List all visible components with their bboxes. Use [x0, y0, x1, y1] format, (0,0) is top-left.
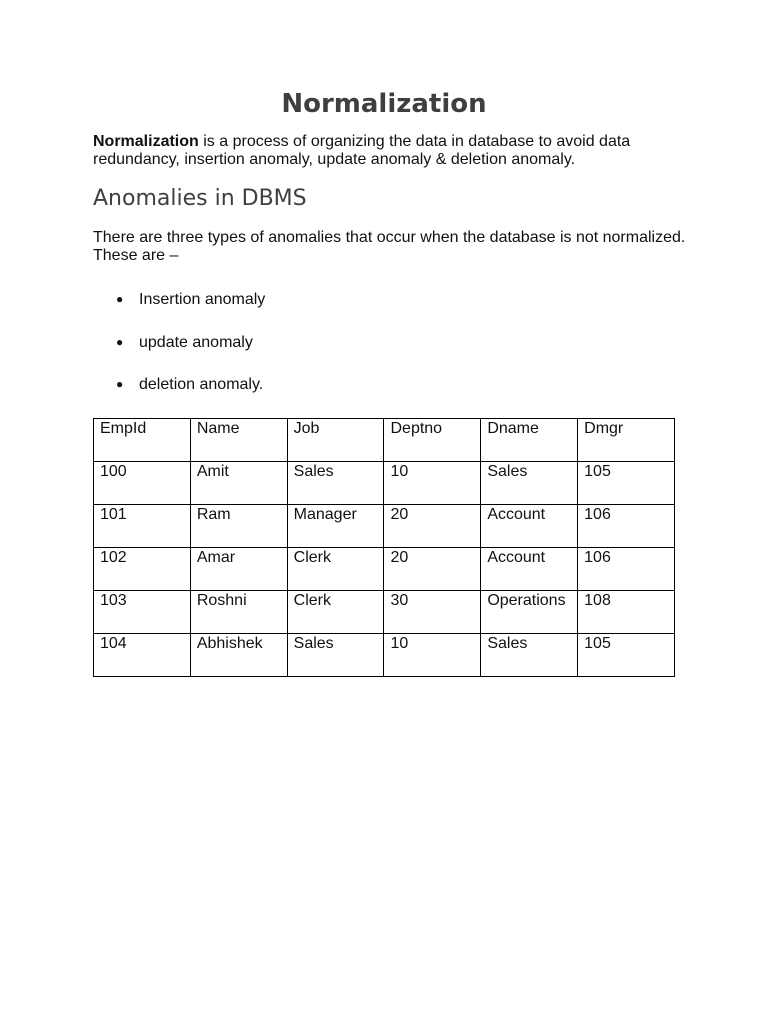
table-cell: Clerk: [287, 591, 384, 634]
table-cell: Sales: [287, 462, 384, 505]
table-cell: Amar: [190, 548, 287, 591]
table-header-cell: EmpId: [94, 419, 191, 462]
table-cell: 101: [94, 505, 191, 548]
page-title: Normalization: [281, 89, 487, 119]
table-cell: Account: [481, 505, 578, 548]
table-cell: 20: [384, 505, 481, 548]
list-item: [116, 375, 516, 394]
table-row: [94, 634, 675, 677]
bullet-icon: ●: [116, 292, 124, 306]
table-cell: 10: [384, 634, 481, 677]
table-cell: Sales: [481, 634, 578, 677]
table-cell: 104: [94, 634, 191, 677]
table-cell: Manager: [287, 505, 384, 548]
bullet-icon: ●: [116, 377, 124, 391]
table-cell: Operations: [481, 591, 578, 634]
intro-bold-term: Normalization: [93, 133, 199, 150]
table-cell: 105: [578, 634, 675, 677]
table-row: [94, 462, 675, 505]
table-row: [94, 505, 675, 548]
list-item: [116, 333, 516, 352]
table-cell: Amit: [190, 462, 287, 505]
table-cell: 102: [94, 548, 191, 591]
employee-table: [93, 418, 675, 677]
table-cell: Abhishek: [190, 634, 287, 677]
table-header-cell: Name: [190, 419, 287, 462]
table-cell: 30: [384, 591, 481, 634]
table-header-row: [94, 419, 675, 462]
list-item-label: Insertion anomaly: [139, 291, 266, 308]
section-heading: Anomalies in DBMS: [93, 186, 307, 211]
table-header-cell: Job: [287, 419, 384, 462]
table-header-cell: Dname: [481, 419, 578, 462]
table-cell: Clerk: [287, 548, 384, 591]
table-cell: Sales: [481, 462, 578, 505]
table-cell: Sales: [287, 634, 384, 677]
table-cell: Account: [481, 548, 578, 591]
table-header-cell: Dmgr: [578, 419, 675, 462]
table-cell: 10: [384, 462, 481, 505]
table-cell: Roshni: [190, 591, 287, 634]
bullet-icon: ●: [116, 335, 124, 349]
table-cell: 103: [94, 591, 191, 634]
table-body: [94, 419, 675, 677]
table-cell: 106: [578, 505, 675, 548]
list-item: [116, 290, 516, 309]
list-item-label: update anomaly: [139, 334, 253, 351]
table-cell: 106: [578, 548, 675, 591]
list-item-label: deletion anomaly.: [139, 376, 264, 393]
table-row: [94, 548, 675, 591]
anomalies-paragraph: There are three types of anomalies that occur when the database is not normalized. These are –: [93, 229, 686, 264]
table-cell: 20: [384, 548, 481, 591]
table-row: [94, 591, 675, 634]
table-cell: 100: [94, 462, 191, 505]
intro-paragraph: [93, 133, 693, 169]
intro-text: is a process of organizing the data in database to avoid data redundancy, insertion anomaly, update anomaly & deletion anomaly.: [93, 133, 631, 168]
table-cell: 105: [578, 462, 675, 505]
table-cell: 108: [578, 591, 675, 634]
table-cell: Ram: [190, 505, 287, 548]
table-header-cell: Deptno: [384, 419, 481, 462]
